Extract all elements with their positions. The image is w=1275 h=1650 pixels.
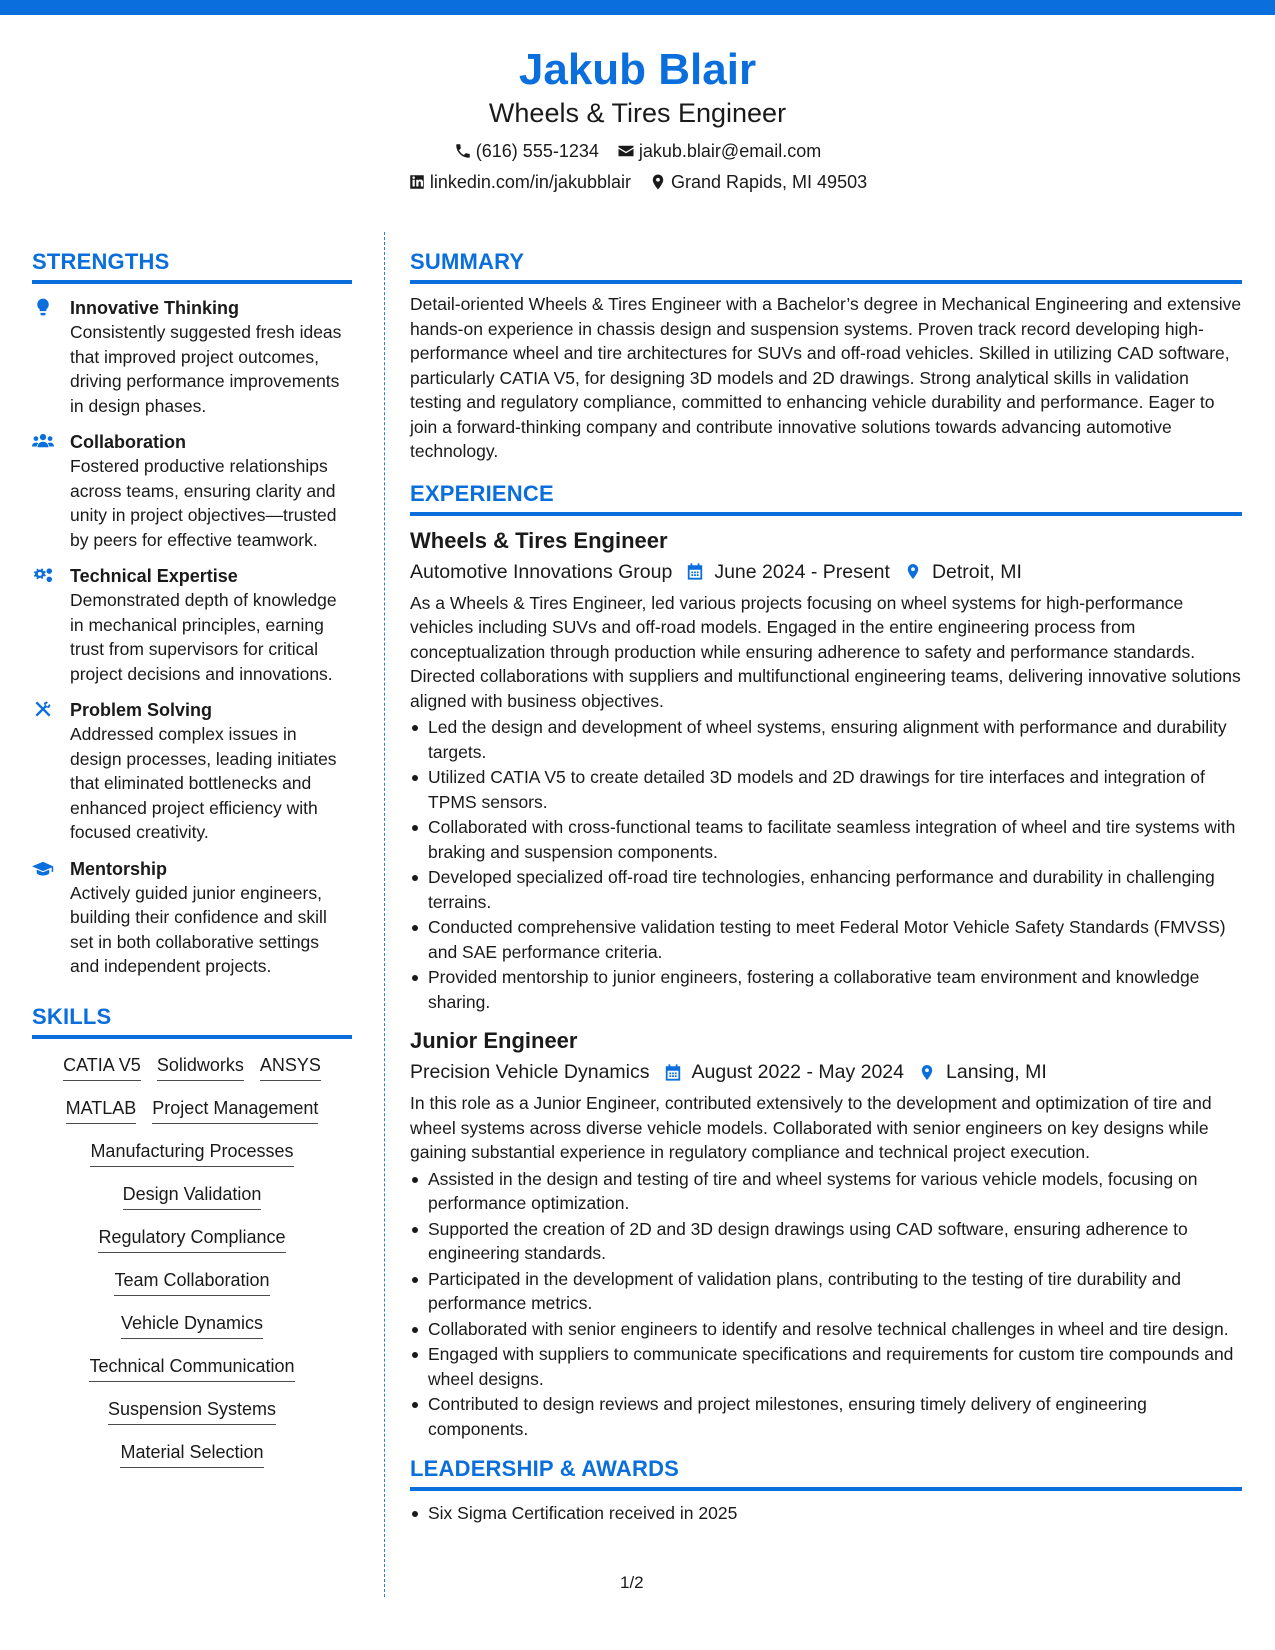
skill-tag: CATIA V5 bbox=[63, 1053, 141, 1081]
skill-tag: Team Collaboration bbox=[114, 1268, 269, 1296]
summary-text: Detail-oriented Wheels & Tires Engineer with a Bachelor’s degree in Mechanical Engineering and extensive hands-on experience in chassis design and suspension systems. Proven track record developing high-performance wheel and tire architectures for SUVs and off-road vehicles. Skilled in utilizing CAD software, particularly CATIA V5, for designing 3D models and 2D drawings. Strong analytical skills in validation testing and regulatory compliance, committed to enhancing vehicle durability and performance. Eager to join a forward-thinking company and contribute innovative solutions towards advancing automotive technology. bbox=[410, 294, 1242, 461]
bullet-item: Led the design and development of wheel systems, ensuring alignment with performance and durability targets. bbox=[410, 715, 1242, 764]
strength-item bbox=[32, 564, 352, 686]
skills-list bbox=[32, 1053, 352, 1468]
skills-heading: SKILLS bbox=[32, 1003, 352, 1039]
top-accent-bar bbox=[0, 0, 1275, 15]
strength-desc: Fostered productive relationships across teams, ensuring clarity and unity in project objectives—trusted by peers for effective teamwork. bbox=[70, 456, 337, 550]
job-bullets bbox=[410, 715, 1242, 1014]
strength-item bbox=[32, 857, 352, 979]
job-entry bbox=[410, 526, 1242, 1015]
job-location: Detroit, MI bbox=[931, 560, 1022, 583]
location-contact bbox=[649, 171, 867, 193]
bullet-item: Collaborated with senior engineers to identify and resolve technical challenges in wheel and tire design. bbox=[410, 1317, 1242, 1342]
job-role: Wheels & Tires Engineer bbox=[410, 527, 668, 553]
bullet-item: Utilized CATIA V5 to create detailed 3D models and 2D drawings for tire interfaces and integration of TPMS sensors. bbox=[410, 765, 1242, 814]
skill-tag: Design Validation bbox=[123, 1182, 262, 1210]
skill-tag: Material Selection bbox=[120, 1440, 263, 1468]
skill-tag: Solidworks bbox=[157, 1053, 244, 1081]
map-pin-icon bbox=[649, 173, 667, 191]
envelope-icon bbox=[617, 142, 635, 160]
skill-tag: Technical Communication bbox=[89, 1354, 294, 1382]
strength-title: Problem Solving bbox=[70, 700, 213, 720]
skill-tag: ANSYS bbox=[260, 1053, 321, 1081]
strength-desc: Addressed complex issues in design processes, leading initiates that eliminated bottlenecks and enhanced project efficiency with focused creativity. bbox=[70, 724, 337, 842]
bullet-item: Contributed to design reviews and project milestones, ensuring timely delivery of engineering components. bbox=[410, 1392, 1242, 1441]
bullet-item: Conducted comprehensive validation testing to meet Federal Motor Vehicle Safety Standards (FMVSS) and SAE performance criteria. bbox=[410, 915, 1242, 964]
job-company: Automotive Innovations Group bbox=[410, 560, 673, 583]
email-text: jakub.blair@email.com bbox=[638, 141, 822, 161]
job-description: In this role as a Junior Engineer, contributed extensively to the development and optimization of tire and wheel systems across diverse vehicle models. Collaborated with senior engineers on key designs while gaining substantial experience in regulatory compliance and technical project execution. bbox=[410, 1093, 1212, 1162]
job-description: As a Wheels & Tires Engineer, led various projects focusing on wheel systems for high-performance vehicles including SUVs and off-road models. Engaged in the entire engineering process from conceptualization through production while ensuring adherence to safety and performance standards. Directed collaborations with suppliers and multifunctional engineering teams, delivering innovative solutions aligned with business objectives. bbox=[410, 592, 1241, 711]
linkedin-contact[interactable] bbox=[408, 171, 631, 193]
left-column bbox=[32, 248, 352, 1468]
summary-heading: SUMMARY bbox=[410, 248, 1242, 284]
strength-item bbox=[32, 296, 352, 418]
candidate-name: Jakub Blair bbox=[518, 45, 757, 94]
skill-tag: Project Management bbox=[152, 1096, 318, 1124]
strength-item bbox=[32, 698, 352, 845]
page-number: 1/2 bbox=[620, 1573, 644, 1592]
contact-row-2 bbox=[0, 171, 1275, 193]
skill-tag: Manufacturing Processes bbox=[90, 1139, 293, 1167]
strength-desc: Demonstrated depth of knowledge in mechanical principles, earning trust from supervisors for critical project decisions and innovations. bbox=[70, 590, 337, 684]
email-contact[interactable] bbox=[617, 140, 821, 162]
candidate-title: Wheels & Tires Engineer bbox=[488, 98, 787, 128]
strength-title: Collaboration bbox=[70, 432, 186, 452]
users-icon bbox=[32, 431, 54, 451]
location-text: Grand Rapids, MI 49503 bbox=[670, 172, 868, 192]
job-dates: June 2024 - Present bbox=[714, 560, 890, 583]
map-pin-icon bbox=[904, 562, 922, 581]
job-meta bbox=[410, 558, 1242, 586]
resume-header bbox=[0, 44, 1275, 193]
job-location: Lansing, MI bbox=[946, 1061, 1047, 1083]
right-column bbox=[410, 248, 1242, 1527]
linkedin-text: linkedin.com/in/jakubblair bbox=[429, 172, 631, 192]
strengths-heading: STRENGTHS bbox=[32, 248, 352, 284]
job-role: Junior Engineer bbox=[410, 1028, 578, 1053]
graduation-cap-icon bbox=[32, 858, 54, 878]
skill-tag: Regulatory Compliance bbox=[98, 1225, 285, 1253]
bullet-item: Assisted in the design and testing of tire and wheel systems for various vehicle models, focusing on performance optimization. bbox=[410, 1167, 1242, 1216]
calendar-icon bbox=[686, 562, 704, 581]
job-meta bbox=[410, 1058, 1242, 1086]
strength-desc: Actively guided junior engineers, building their confidence and skill set in both collaborative settings and independent projects. bbox=[70, 882, 327, 976]
bullet-item: Supported the creation of 2D and 3D design drawings using CAD software, ensuring adherence to engineering standards. bbox=[410, 1217, 1242, 1266]
column-divider bbox=[384, 232, 385, 1597]
gears-icon bbox=[32, 565, 54, 585]
strength-title: Mentorship bbox=[70, 858, 167, 879]
map-pin-icon bbox=[918, 1063, 936, 1082]
skill-tag: MATLAB bbox=[66, 1096, 137, 1124]
bullet-item: Six Sigma Certification received in 2025 bbox=[410, 1501, 1242, 1526]
bullet-item: Provided mentorship to junior engineers, fostering a collaborative team environment and knowledge sharing. bbox=[410, 965, 1242, 1014]
strength-title: Innovative Thinking bbox=[70, 298, 240, 318]
job-company: Precision Vehicle Dynamics bbox=[410, 1061, 650, 1083]
leadership-heading: LEADERSHIP & AWARDS bbox=[410, 1455, 1242, 1491]
phone-icon bbox=[454, 142, 472, 160]
strength-desc: Consistently suggested fresh ideas that improved project outcomes, driving performance improvements in design phases. bbox=[70, 322, 342, 416]
tools-icon bbox=[32, 699, 54, 719]
job-bullets bbox=[410, 1167, 1242, 1442]
calendar-icon bbox=[664, 1063, 682, 1082]
contact-row-1 bbox=[0, 140, 1275, 162]
strength-title: Technical Expertise bbox=[70, 566, 238, 586]
strength-item bbox=[32, 430, 352, 552]
experience-heading: EXPERIENCE bbox=[410, 480, 1242, 516]
skill-tag: Suspension Systems bbox=[108, 1397, 276, 1425]
job-dates: August 2022 - May 2024 bbox=[691, 1061, 904, 1083]
job-entry bbox=[410, 1026, 1242, 1441]
phone-text: (616) 555-1234 bbox=[475, 141, 599, 161]
linkedin-icon bbox=[408, 173, 426, 191]
bullet-item: Engaged with suppliers to communicate specifications and requirements for custom tire compounds and wheel designs. bbox=[410, 1342, 1242, 1391]
skill-tag: Vehicle Dynamics bbox=[121, 1311, 263, 1339]
phone-contact[interactable] bbox=[454, 140, 599, 162]
leadership-bullets bbox=[410, 1501, 1242, 1526]
bullet-item: Collaborated with cross-functional teams to facilitate seamless integration of wheel and tire systems with braking and suspension components. bbox=[410, 815, 1242, 864]
lightbulb-icon bbox=[32, 297, 54, 317]
bullet-item: Participated in the development of validation plans, contributing to the testing of tire durability and performance metrics. bbox=[410, 1267, 1242, 1316]
bullet-item: Developed specialized off-road tire technologies, enhancing performance and durability in challenging terrains. bbox=[410, 865, 1242, 914]
